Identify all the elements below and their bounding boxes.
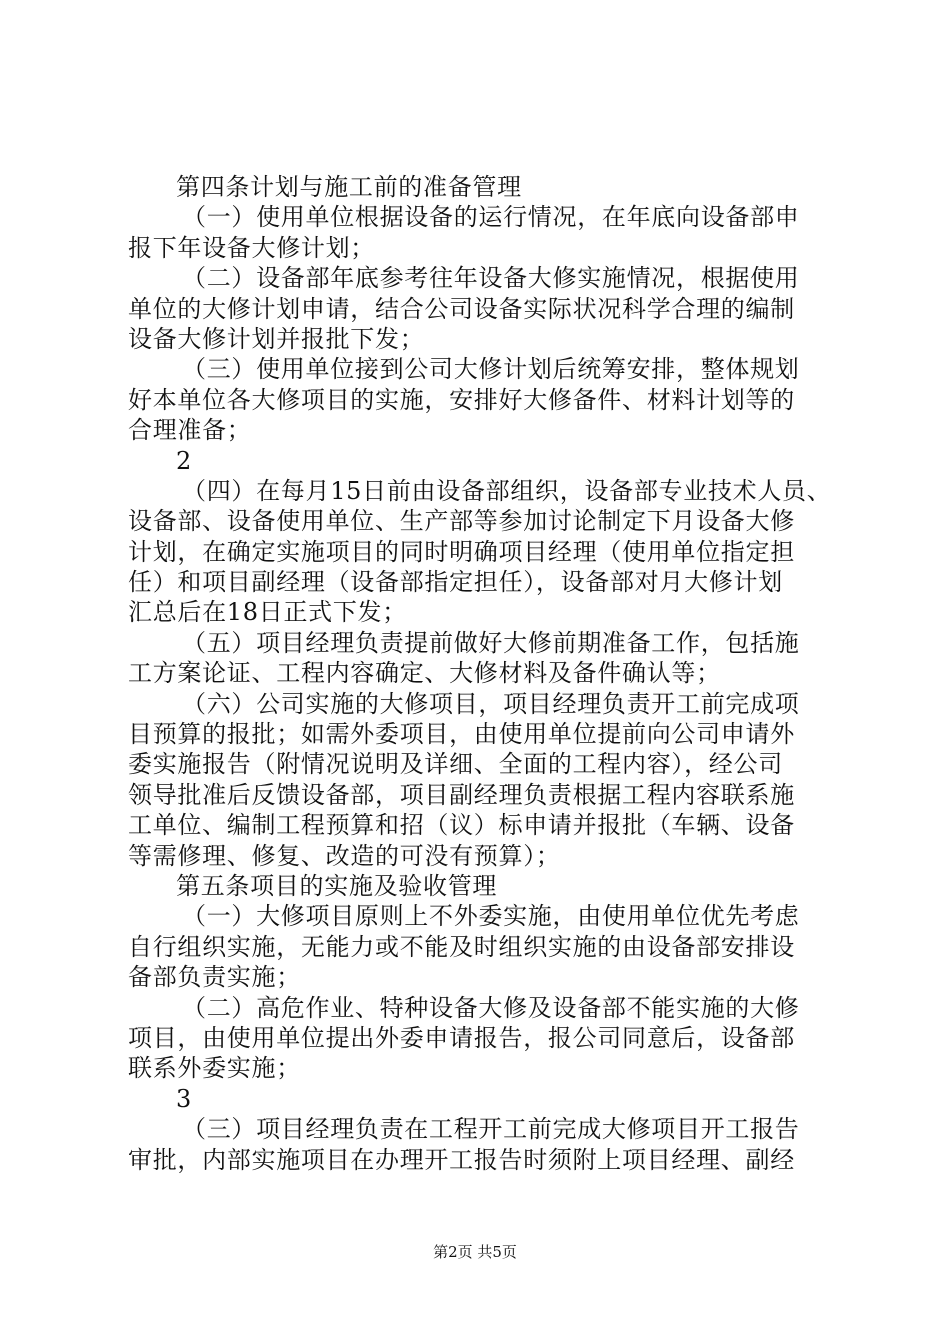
paragraph-line: 自行组织实施，无能力或不能及时组织实施的由设备部安排设 (128, 932, 795, 961)
page-number-marker: 3 (176, 1084, 192, 1113)
paragraph-line: （五）项目经理负责提前做好大修前期准备工作，包括施 (182, 628, 800, 657)
paragraph-line: 领导批准后反馈设备部，项目副经理负责根据工程内容联系施 (128, 780, 795, 809)
paragraph-line: 项目，由使用单位提出外委申请报告，报公司同意后，设备部 (128, 1023, 795, 1052)
paragraph-line: （一）使用单位根据设备的运行情况，在年底向设备部申 (182, 203, 800, 232)
paragraph-line: 设备大修计划并报批下发； (128, 324, 425, 353)
paragraph-line: （三）项目经理负责在工程开工前完成大修项目开工报告 (182, 1115, 800, 1144)
paragraph-line: 设备部、设备使用单位、生产部等参加讨论制定下月设备大修 (128, 507, 795, 536)
paragraph-line: 报下年设备大修计划； (128, 233, 375, 262)
paragraph-line: 工单位、编制工程预算和招（议）标申请并报批（车辆、设备 (128, 811, 795, 840)
paragraph-line: 目预算的报批；如需外委项目，由使用单位提前向公司申请外 (128, 720, 795, 749)
paragraph-line: 备部负责实施； (128, 963, 301, 992)
paragraph-line: 单位的大修计划申请，结合公司设备实际状况科学合理的编制 (128, 294, 795, 323)
article-heading: 第四条计划与施工前的准备管理 (176, 173, 522, 201)
document-body (128, 172, 833, 1175)
paragraph-line: （二）设备部年底参考往年设备大修实施情况，根据使用 (182, 264, 800, 293)
paragraph-line: 任）和项目副经理（设备部指定担任），设备部对月大修计划 (128, 568, 783, 597)
page-number-marker: 2 (176, 446, 192, 475)
paragraph-line: （六）公司实施的大修项目，项目经理负责开工前完成项 (182, 689, 800, 718)
paragraph-line: （三）使用单位接到公司大修计划后统筹安排，整体规划 (182, 355, 800, 384)
paragraph-line: 好本单位各大修项目的实施，安排好大修备件、材料计划等的 (128, 385, 795, 414)
article-heading: 第五条项目的实施及验收管理 (176, 871, 498, 900)
paragraph-line: 审批，内部实施项目在办理开工报告时须附上项目经理、副经 (128, 1145, 795, 1174)
paragraph-line: （二）高危作业、特种设备大修及设备部不能实施的大修 (182, 993, 800, 1022)
paragraph-line: 汇总后在18日正式下发； (128, 598, 407, 627)
paragraph-line: （一）大修项目原则上不外委实施，由使用单位优先考虑 (182, 902, 800, 931)
paragraph-line: 联系外委实施； (128, 1054, 301, 1083)
paragraph-line: 等需修理、修复、改造的可没有预算）； (128, 841, 561, 870)
paragraph-line: 计划，在确定实施项目的同时明确项目经理（使用单位指定担 (128, 537, 795, 566)
paragraph-line: （四）在每月15日前由设备部组织，设备部专业技术人员、 (182, 476, 832, 505)
paragraph-line: 工方案论证、工程内容确定、大修材料及备件确认等； (128, 659, 721, 688)
paragraph-line: 合理准备； (128, 416, 252, 445)
page-footer: 第2页 共5页 (433, 1243, 517, 1261)
paragraph-line: 委实施报告（附情况说明及详细、全面的工程内容），经公司 (128, 750, 783, 779)
